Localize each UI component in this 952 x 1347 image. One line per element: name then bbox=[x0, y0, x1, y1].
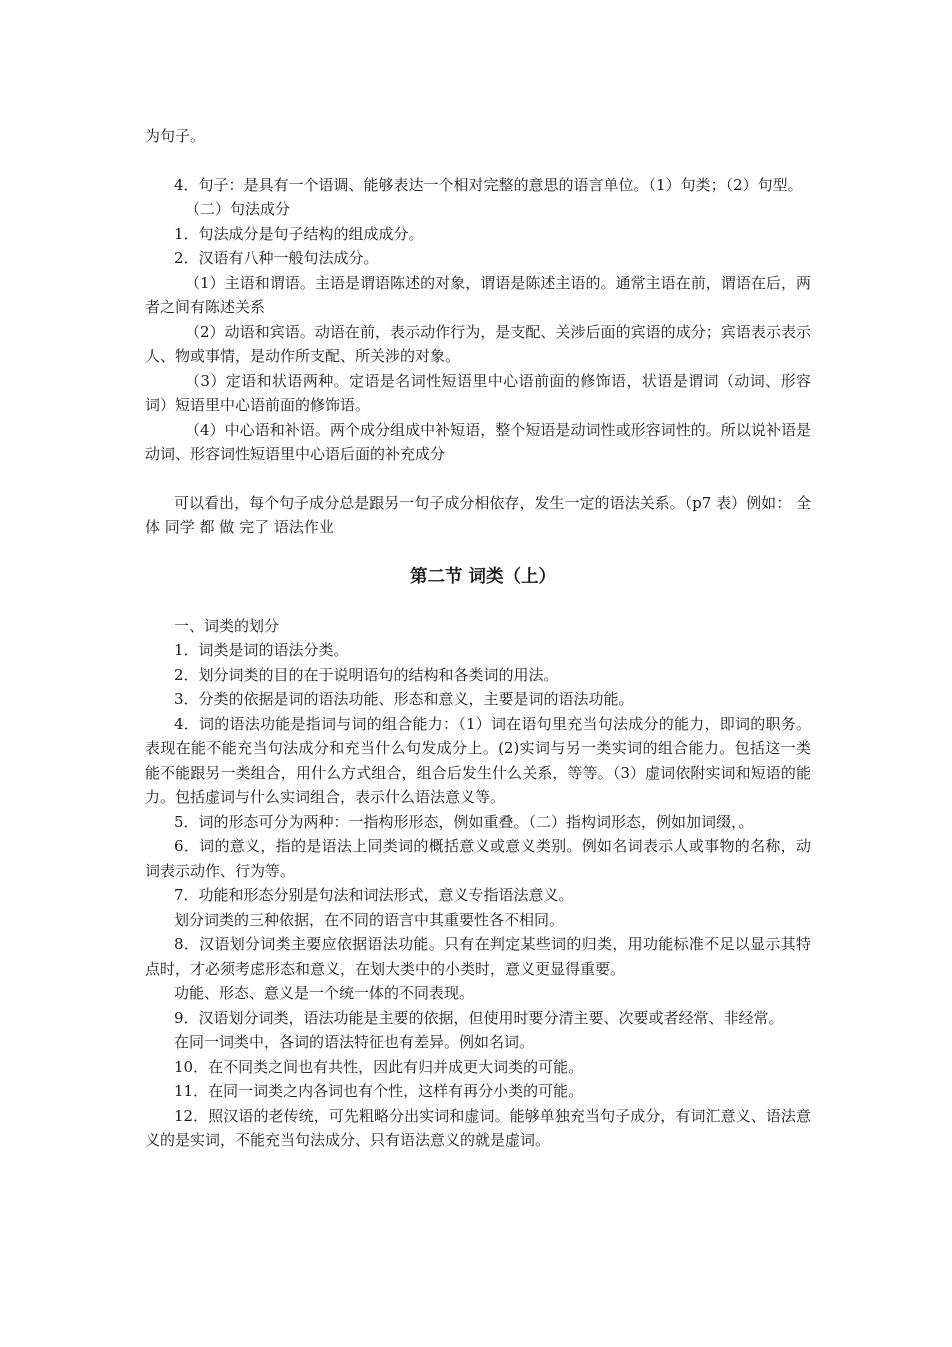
paragraph-item-3: 3．分类的依据是词的语法功能、形态和意义，主要是词的语法功能。 bbox=[174, 690, 634, 708]
paragraph-note: 划分词类的三种依据，在不同的语言中其重要性各不相同。 bbox=[174, 910, 565, 929]
paragraph-item-1: 1．句法成分是句子结构的组成成分。 bbox=[174, 224, 424, 243]
subheading-word-class-division: 一、词类的划分 bbox=[174, 616, 280, 635]
spacer bbox=[145, 590, 811, 614]
spacer bbox=[145, 149, 811, 173]
paragraph-item-4: 4．词的语法功能是指词与词的组合能力：（1）词在语句里充当句法成分的能力，即词的职务。表现在能不能充当句法成分和充当什么句发成分上。(2)实词与另一类实词的组合能力。包括这一类能不能跟另一类组合，用什么方式组合，组合后发生什么关系，等等。（3）虚词依附实词和短语的能力。包括虚词与什么实词组合，表示什么语法意义等。 bbox=[145, 714, 811, 806]
paragraph-item-9: 9．汉语划分词类，语法功能是主要的依据，但使用时要分清主要、次要或者经常、非经常。 bbox=[174, 1008, 784, 1027]
paragraph-item-11: 11．在同一词类之内各词也有个性，这样有再分小类的可能。 bbox=[174, 1082, 584, 1100]
paragraph-sentence-definition: 4．句子：是具有一个语调、能够表达一个相对完整的意思的语言单位。（1）句类；（2）句型。 bbox=[174, 175, 803, 194]
paragraph-item-6: 6．词的意义，指的是语法上同类词的概括意义或意义类别。例如名词表示人或事物的名称，动词表示动作、行为等。 bbox=[145, 837, 811, 880]
paragraph-note: 在同一词类中，各词的语法特征也有差异。例如名词。 bbox=[174, 1033, 535, 1051]
paragraph-item-10: 10．在不同类之间也有共性，因此有归并成更大词类的可能。 bbox=[174, 1057, 584, 1076]
document-page bbox=[145, 124, 811, 1153]
paragraph-item-5: 5．词的形态可分为两种：一指构形形态，例如重叠。（二）指构词形态，例如加词缀，。 bbox=[174, 812, 754, 831]
spacer bbox=[145, 467, 811, 491]
paragraph-attributive-adverbial: （3）定语和状语两种。定语是名词性短语里中心语前面的修饰语，状语是谓词（动词、形容词）短语里中心语前面的修饰语。 bbox=[145, 371, 811, 414]
paragraph-item-2: 2．汉语有八种一般句法成分。 bbox=[174, 249, 379, 267]
paragraph-item-12: 12．照汉语的老传统，可先粗略分出实词和虚词。能够单独充当句子成分，有词汇意义、语法意义的是实词，不能充当句法成分、只有语法意义的就是虚词。 bbox=[145, 1106, 811, 1149]
paragraph-item-7: 7．功能和形态分别是句法和词法形式，意义专指语法意义。 bbox=[174, 886, 574, 904]
paragraph-continuation: 为句子。 bbox=[145, 127, 206, 145]
paragraph-item-1: 1．词类是词的语法分类。 bbox=[174, 641, 349, 659]
paragraph-note: 功能、形态、意义是一个统一体的不同表现。 bbox=[174, 984, 475, 1002]
paragraph-head-complement: （4）中心语和补语。两个成分组成中补短语，整个短语是动词性或形容词性的。所以说补语是动词、形容词性短语里中心语后面的补充成分 bbox=[145, 420, 811, 463]
paragraph-subject-predicate: （1）主语和谓语。主语是谓语陈述的对象，谓语是陈述主语的。通常主语在前，谓语在后，两者之间有陈述关系 bbox=[145, 273, 811, 316]
paragraph-verb-object: （2）动语和宾语。动语在前，表示动作行为，是支配、关涉后面的宾语的成分；宾语表示表示人、物或事情，是动作所支配、所关涉的对象。 bbox=[145, 322, 811, 365]
subheading-syntactic-components: （二）句法成分 bbox=[185, 200, 291, 218]
section-title: 第二节 词类（上） bbox=[409, 566, 557, 587]
paragraph-item-8: 8．汉语划分词类主要应依据语法功能。只有在判定某些词的归类，用功能标准不足以显示其特点时，才必须考虑形态和意义，在划大类中的小类时，意义更显得重要。 bbox=[145, 935, 811, 978]
paragraph-item-2: 2．划分词类的目的在于说明语句的结构和各类词的用法。 bbox=[174, 665, 559, 684]
paragraph-example: 可以看出，每个句子成分总是跟另一句子成分相依存，发生一定的语法关系。（p7 表）例如： 全体 同学 都 做 完了 语法作业 bbox=[145, 493, 811, 536]
spacer bbox=[145, 540, 811, 564]
